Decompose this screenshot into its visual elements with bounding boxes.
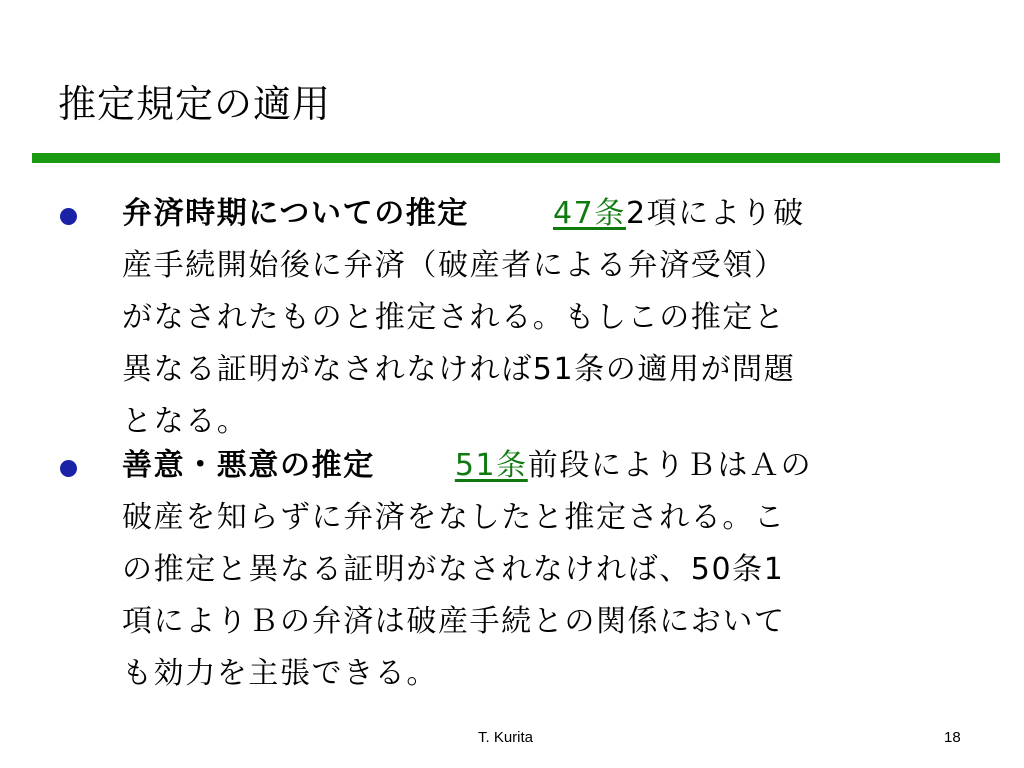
bullet-line [122,440,962,492]
bullet-line-text: 前段によりＢはＡの [527,448,813,483]
article-link[interactable]: 47条 [553,196,626,231]
page-number: 18 [944,729,961,746]
bullet-dot-icon [60,208,77,225]
bullet-line: 異なる証明がなされなければ51条の適用が問題 [122,352,796,387]
article-link[interactable]: 51条 [454,448,528,483]
bullet-dot-icon [60,460,77,477]
bullet-line-text: 2項により破 [625,196,805,231]
footer-author: T. Kurita [478,729,534,746]
bullet-line [122,188,962,240]
bullet-text [122,188,962,448]
bullet-line: 項によりＢの弁済は破産手続との関係において [122,604,786,639]
bullet-heading: 弁済時期についての推定 [122,196,469,231]
bullet-line: となる。 [122,404,249,439]
title-divider [32,153,1000,163]
bullet-line: も効力を主張できる。 [122,656,438,691]
bullet-line: 産手続開始後に弁済（破産者による弁済受領） [122,248,786,283]
bullet-heading: 善意・悪意の推定 [122,448,375,483]
bullet-line: 破産を知らずに弁済をなしたと推定される。こ [122,500,786,535]
bullet-text [122,440,962,700]
slide-title: 推定規定の適用 [58,82,332,126]
bullet-line: がなされたものと推定される。もしこの推定と [122,300,786,335]
bullet-line: の推定と異なる証明がなされなければ、50条1 [122,552,785,587]
